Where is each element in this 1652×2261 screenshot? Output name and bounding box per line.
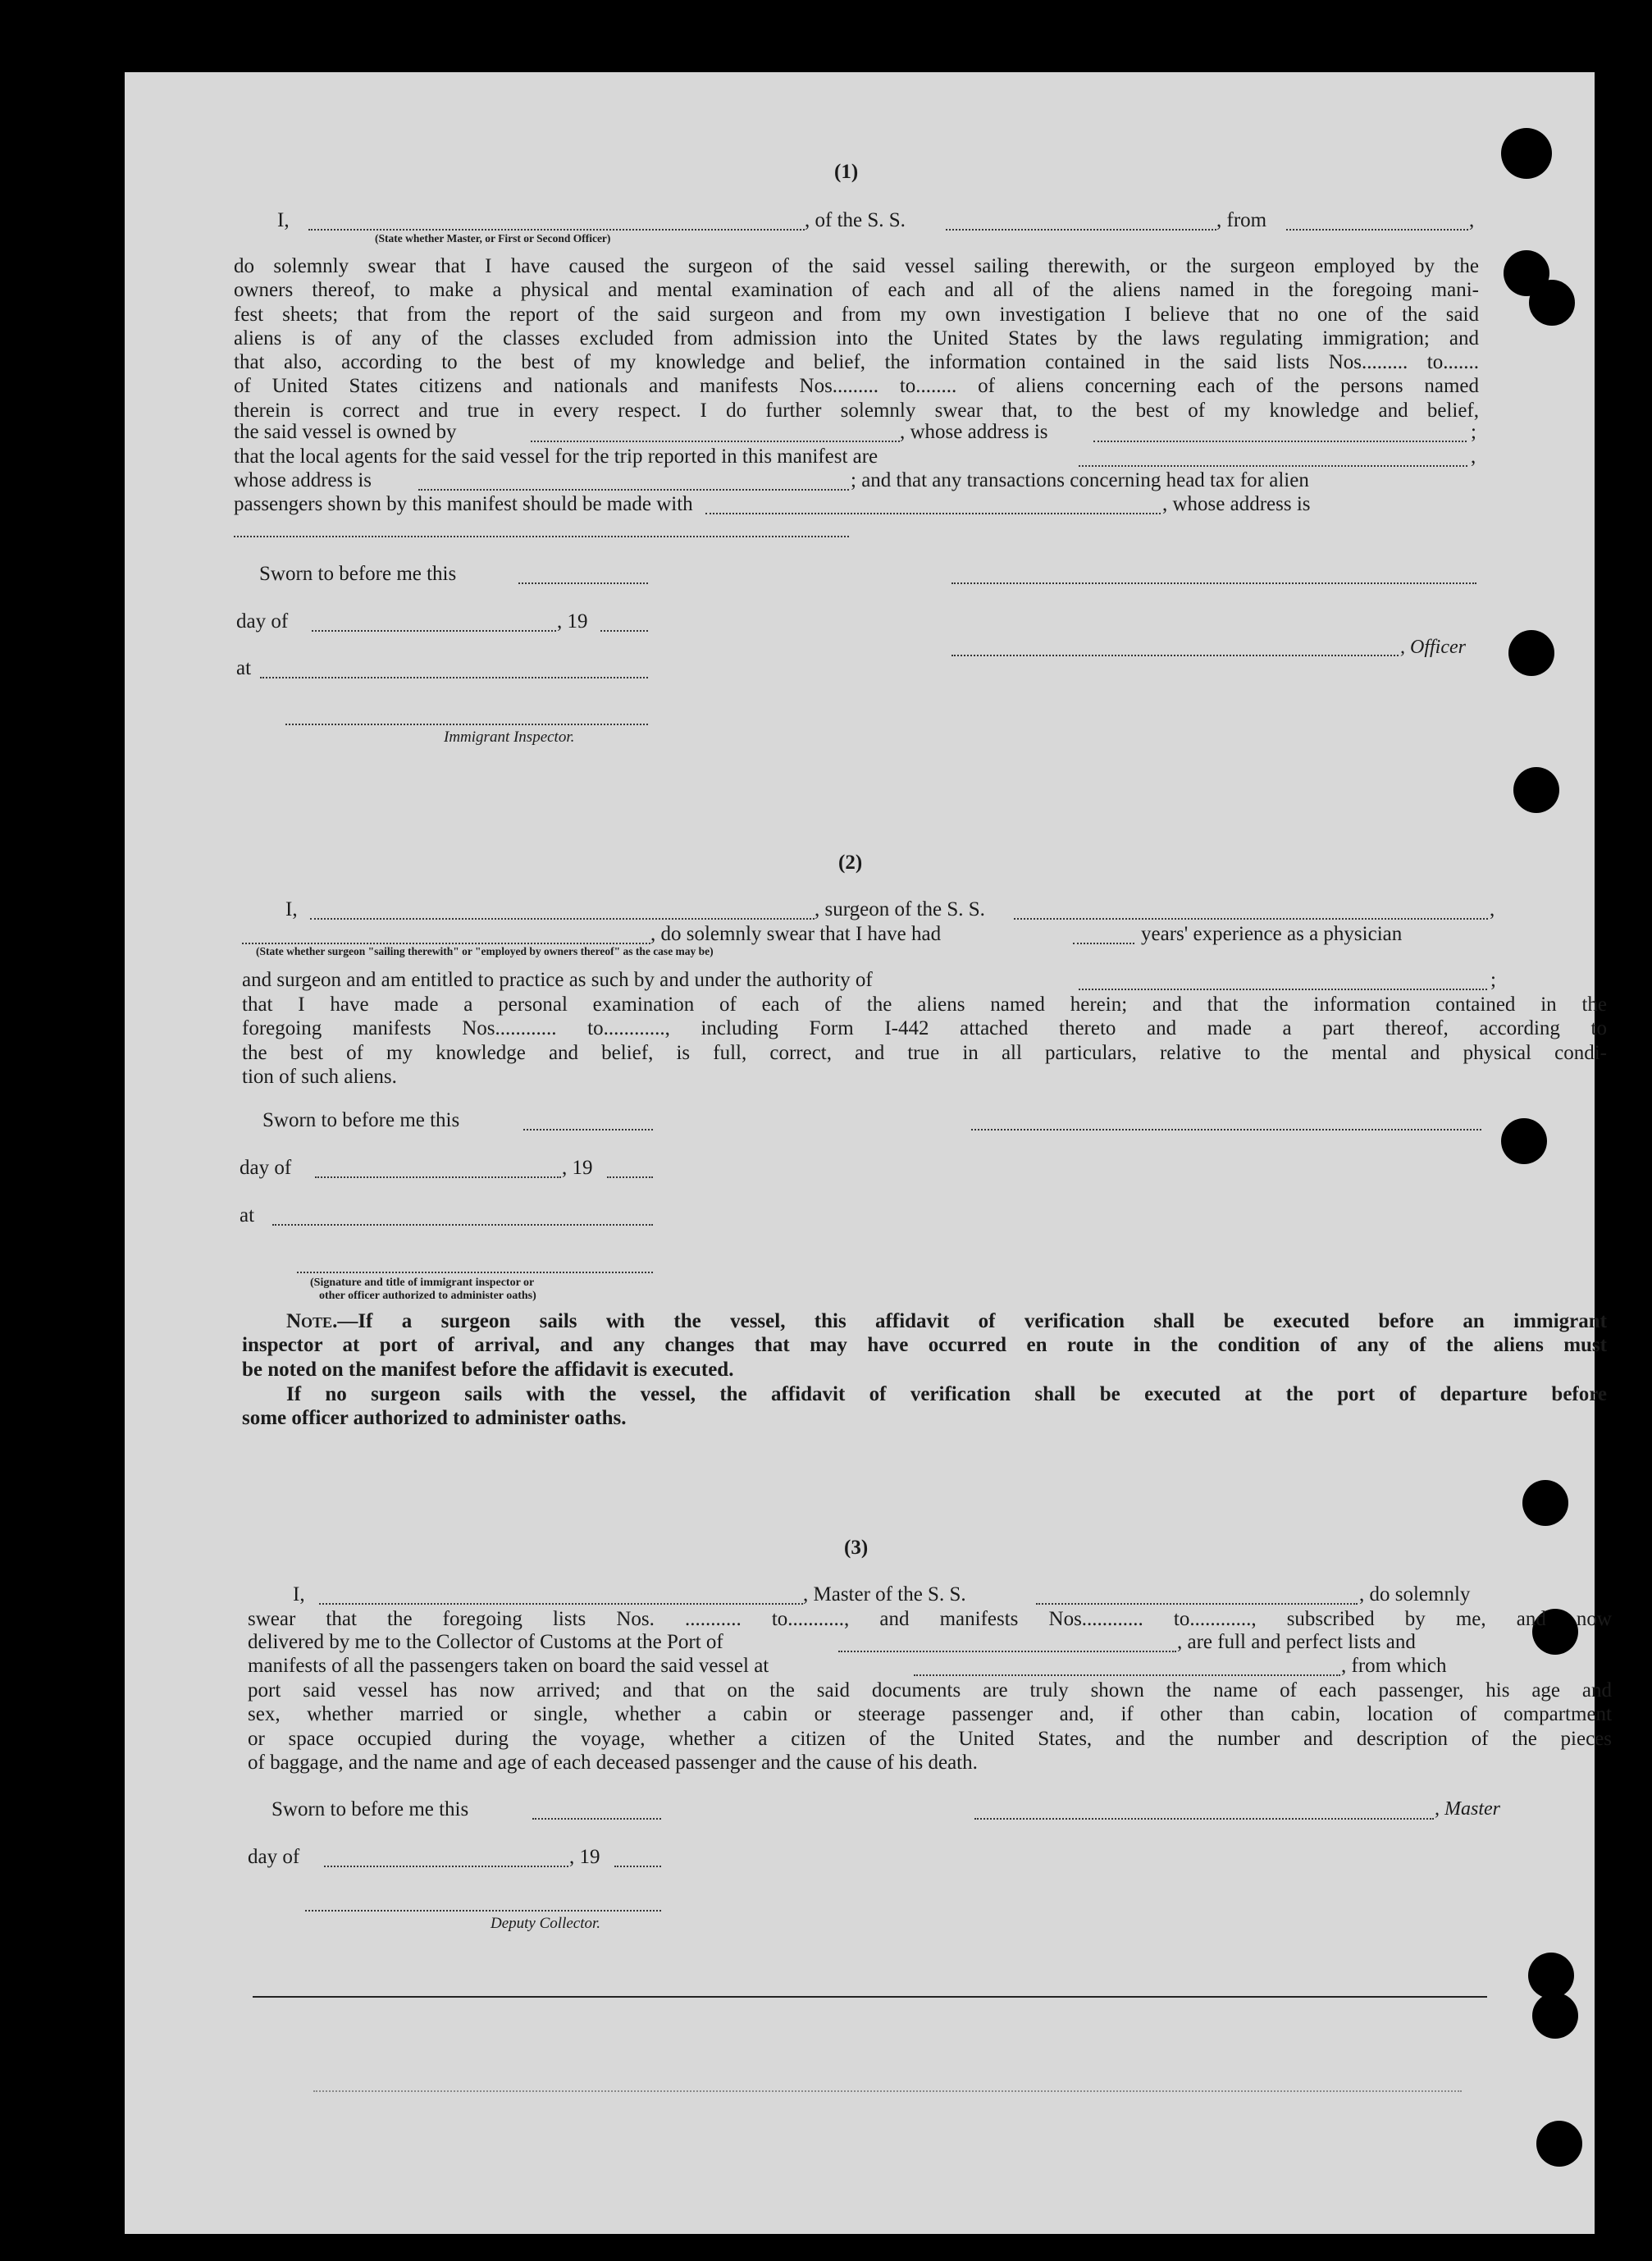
master-name-field[interactable] bbox=[319, 1603, 803, 1605]
port-field[interactable] bbox=[838, 1651, 1176, 1652]
year-field[interactable] bbox=[614, 1866, 661, 1867]
punch-hole bbox=[1513, 767, 1559, 813]
practice-label: and surgeon and am entitled to practice as such by and under the authority of bbox=[242, 969, 873, 991]
sworn-label: Sworn to before me this bbox=[272, 1798, 469, 1820]
punch-hole bbox=[1501, 1118, 1547, 1164]
at-label: at bbox=[240, 1204, 255, 1226]
text-line: or space occupied during the voyage, whether a citizen of the United States, and the number and description of the pieces bbox=[248, 1727, 1612, 1750]
signature-caption: other officer authorized to administer oaths) bbox=[319, 1290, 536, 1302]
note-line: some officer authorized to administer oaths. bbox=[242, 1407, 627, 1430]
punch-hole bbox=[1501, 128, 1552, 179]
month-field[interactable] bbox=[324, 1866, 568, 1867]
comma: , bbox=[1469, 209, 1475, 231]
note-line: be noted on the manifest before the affidavit is executed. bbox=[242, 1358, 734, 1381]
text-line: do solemnly swear that I have caused the surgeon of the said vessel sailing therewith, or the surgeon employed by the bbox=[234, 255, 1479, 277]
divider-line bbox=[253, 1996, 1487, 1998]
vessel-name-field[interactable] bbox=[1014, 918, 1488, 920]
text-line: sex, whether married or single, whether a cabin or steerage passenger and, if other than cabin, location of compartment bbox=[248, 1703, 1612, 1726]
at-label: at bbox=[236, 657, 252, 679]
comma: , bbox=[1490, 898, 1495, 920]
solemnly-label: , do solemnly swear that I have had bbox=[650, 923, 942, 945]
years-field[interactable] bbox=[1073, 943, 1134, 944]
section1-line1 bbox=[277, 209, 1603, 234]
punch-hole bbox=[1536, 2121, 1582, 2167]
surgeon-of-label: , surgeon of the S. S. bbox=[815, 898, 985, 920]
surgeon-status-field[interactable] bbox=[242, 943, 650, 944]
semicolon: ; bbox=[1471, 421, 1476, 443]
section3-line2 bbox=[248, 1607, 1612, 1631]
from-label: , from bbox=[1216, 209, 1267, 231]
day-of-label: day of bbox=[248, 1846, 300, 1868]
punch-hole bbox=[1532, 1993, 1578, 2039]
day-of-label: day of bbox=[236, 610, 289, 633]
semicolon: ; bbox=[1490, 969, 1496, 991]
punch-hole bbox=[1529, 280, 1575, 326]
place-field[interactable] bbox=[260, 677, 648, 678]
pronoun-i: I, bbox=[277, 209, 290, 231]
local-agents-line bbox=[234, 445, 1481, 470]
head-tax-text: ; and that any transactions concerning head tax for alien bbox=[851, 469, 1309, 491]
note-line: If no surgeon sails with the vessel, the affidavit of verification shall be executed at the port of departure before bbox=[286, 1383, 1607, 1405]
master-of-label: , Master of the S. S. bbox=[803, 1583, 966, 1606]
from-port-field[interactable] bbox=[1286, 229, 1468, 231]
pronoun-i: I, bbox=[285, 898, 298, 920]
from-which-label: , from which bbox=[1341, 1655, 1447, 1677]
text-line: of United States citizens and nationals and manifests Nos......... to........ of aliens concerning each of the persons named bbox=[234, 375, 1479, 398]
section1-oath-text bbox=[234, 254, 1479, 423]
inspector-signature-field[interactable] bbox=[285, 724, 648, 725]
note-text-start: —If a surgeon sails with the vessel, this affidavit of verification shall be executed before an immigrant bbox=[337, 1310, 1607, 1332]
agents-address-field[interactable] bbox=[418, 489, 849, 491]
owned-by-label: the said vessel is owned by bbox=[234, 421, 457, 443]
text-line: swear that the foregoing lists Nos. ........... to..........., and manifests Nos............ to............, subscribed by me, and now bbox=[248, 1608, 1612, 1630]
text-line: therein is correct and true in every respect. I do further solemnly swear that, to the best of my knowledge and belief, bbox=[234, 399, 1479, 422]
day-of-label: day of bbox=[240, 1157, 292, 1179]
comma: , bbox=[1471, 445, 1476, 468]
officer-label: , Officer bbox=[1400, 637, 1466, 658]
section2-line1 bbox=[285, 898, 1614, 923]
officer-signature-field[interactable] bbox=[951, 582, 1476, 584]
year-label: , 19 bbox=[569, 1846, 600, 1868]
section3-oath-text bbox=[248, 1679, 1612, 1775]
whose-address-label: whose address is bbox=[234, 469, 372, 491]
field-caption: (State whether surgeon "sailing therewith" or "employed by owners thereof" as the case may be) bbox=[256, 945, 714, 957]
officer-title-field[interactable] bbox=[951, 655, 1399, 656]
pronoun-i: I, bbox=[293, 1583, 305, 1606]
delivered-label: delivered by me to the Collector of Customs at the Port of bbox=[248, 1631, 723, 1653]
section3-line1 bbox=[293, 1583, 1622, 1608]
departure-port-field[interactable] bbox=[914, 1674, 1340, 1676]
officer-name-field[interactable] bbox=[308, 229, 805, 231]
passengers-label: passengers shown by this manifest should be made with bbox=[234, 493, 693, 515]
year-label: , 19 bbox=[557, 610, 588, 633]
whose-address-label: , whose address is bbox=[1162, 493, 1311, 515]
inspector-caption: Immigrant Inspector. bbox=[444, 729, 575, 746]
owner-field[interactable] bbox=[531, 441, 900, 442]
section-number: (2) bbox=[838, 852, 863, 874]
text-line: tion of such aliens. bbox=[242, 1065, 397, 1088]
punch-hole bbox=[1508, 630, 1554, 676]
text-line: port said vessel has now arrived; and that on the said documents are truly shown the name of each passenger, his age and bbox=[248, 1679, 1612, 1701]
head-tax-agent-field[interactable] bbox=[705, 513, 1161, 514]
head-tax-line bbox=[234, 493, 1481, 518]
note-label: Note. bbox=[286, 1310, 338, 1332]
section-number: (1) bbox=[834, 161, 859, 183]
owned-by-line bbox=[234, 421, 1481, 445]
inspector-signature-field[interactable] bbox=[297, 1272, 653, 1273]
head-tax-address-field[interactable] bbox=[234, 536, 849, 537]
section-number: (3) bbox=[844, 1537, 869, 1559]
sworn-date-field[interactable] bbox=[523, 1129, 653, 1130]
taken-on-board-line bbox=[248, 1655, 1612, 1679]
vessel-name-field[interactable] bbox=[946, 229, 1216, 231]
sworn-date-field[interactable] bbox=[518, 582, 648, 584]
punch-hole bbox=[1522, 1480, 1568, 1526]
master-label: , Master bbox=[1435, 1798, 1500, 1820]
place-field[interactable] bbox=[272, 1224, 653, 1226]
sworn-date-field[interactable] bbox=[532, 1818, 661, 1820]
authority-line bbox=[242, 969, 1612, 993]
faint-dotted-line bbox=[313, 2090, 1462, 2092]
manifest-page bbox=[125, 72, 1612, 2234]
manifests-label: manifests of all the passengers taken on board the said vessel at bbox=[248, 1655, 769, 1677]
local-agents-label: that the local agents for the said vessel for the trip reported in this manifest are bbox=[234, 445, 878, 468]
note-line bbox=[242, 1309, 1607, 1333]
note-text bbox=[242, 1309, 1607, 1382]
master-signature-field[interactable] bbox=[974, 1818, 1434, 1820]
text-line: the best of my knowledge and belief, is full, correct, and true in all particulars, relative to the mental and physical condi- bbox=[242, 1041, 1607, 1064]
section2-line2 bbox=[242, 923, 1612, 948]
authority-field[interactable] bbox=[1079, 989, 1487, 990]
year-label: , 19 bbox=[562, 1157, 593, 1179]
solemnly-label: , do solemnly bbox=[1359, 1583, 1471, 1606]
month-field[interactable] bbox=[312, 630, 556, 632]
year-field[interactable] bbox=[607, 1176, 653, 1178]
sworn-label: Sworn to before me this bbox=[262, 1109, 460, 1131]
surgeon-name-field[interactable] bbox=[310, 918, 815, 920]
text-line: aliens is of any of the classes excluded from admission into the United States by the laws regulating immigration; and bbox=[234, 327, 1479, 349]
collector-signature-field[interactable] bbox=[305, 1910, 661, 1912]
month-field[interactable] bbox=[315, 1176, 561, 1178]
punch-hole bbox=[1528, 1953, 1574, 1998]
section2-oath-text bbox=[242, 993, 1607, 1089]
agents-address-line bbox=[234, 469, 1481, 494]
of-ss-label: , of the S. S. bbox=[805, 209, 906, 231]
text-line: owners thereof, to make a physical and mental examination of each and all of the aliens named in the foregoing mani- bbox=[234, 279, 1479, 302]
text-line: that I have made a personal examination of each of the aliens named herein; and that the information contained in the bbox=[242, 993, 1607, 1016]
full-lists-label: , are full and perfect lists and bbox=[1177, 1631, 1416, 1653]
field-caption: (State whether Master, or First or Second Officer) bbox=[375, 232, 611, 244]
signature-caption: (Signature and title of immigrant inspector or bbox=[310, 1277, 535, 1289]
owner-address-field[interactable] bbox=[1093, 441, 1467, 442]
surgeon-signature-field[interactable] bbox=[971, 1129, 1481, 1130]
text-line: foregoing manifests Nos............ to............, including Form I-442 attached thereto and made a part thereof, according to bbox=[242, 1017, 1607, 1040]
year-field[interactable] bbox=[600, 630, 648, 632]
note-line: inspector at port of arrival, and any changes that may have occurred en route in the condition of any of the aliens must bbox=[242, 1334, 1607, 1357]
note2-text bbox=[242, 1382, 1607, 1431]
deputy-collector-caption: Deputy Collector. bbox=[491, 1915, 601, 1932]
text-line: fest sheets; that from the report of the said surgeon and from my own investigation I believe that no one of the said bbox=[234, 303, 1479, 326]
text-line: of baggage, and the name and age of each deceased passenger and the cause of his death. bbox=[248, 1751, 978, 1774]
port-line bbox=[248, 1631, 1612, 1656]
sworn-label: Sworn to before me this bbox=[259, 563, 457, 585]
text-line: that also, according to the best of my knowledge and belief, the information contained in the said lists Nos......... to....... bbox=[234, 351, 1479, 374]
whose-address-label: , whose address is bbox=[900, 421, 1048, 443]
local-agents-field[interactable] bbox=[1079, 465, 1467, 467]
vessel-name-field[interactable] bbox=[1036, 1603, 1358, 1605]
years-label: years' experience as a physician bbox=[1141, 923, 1403, 945]
